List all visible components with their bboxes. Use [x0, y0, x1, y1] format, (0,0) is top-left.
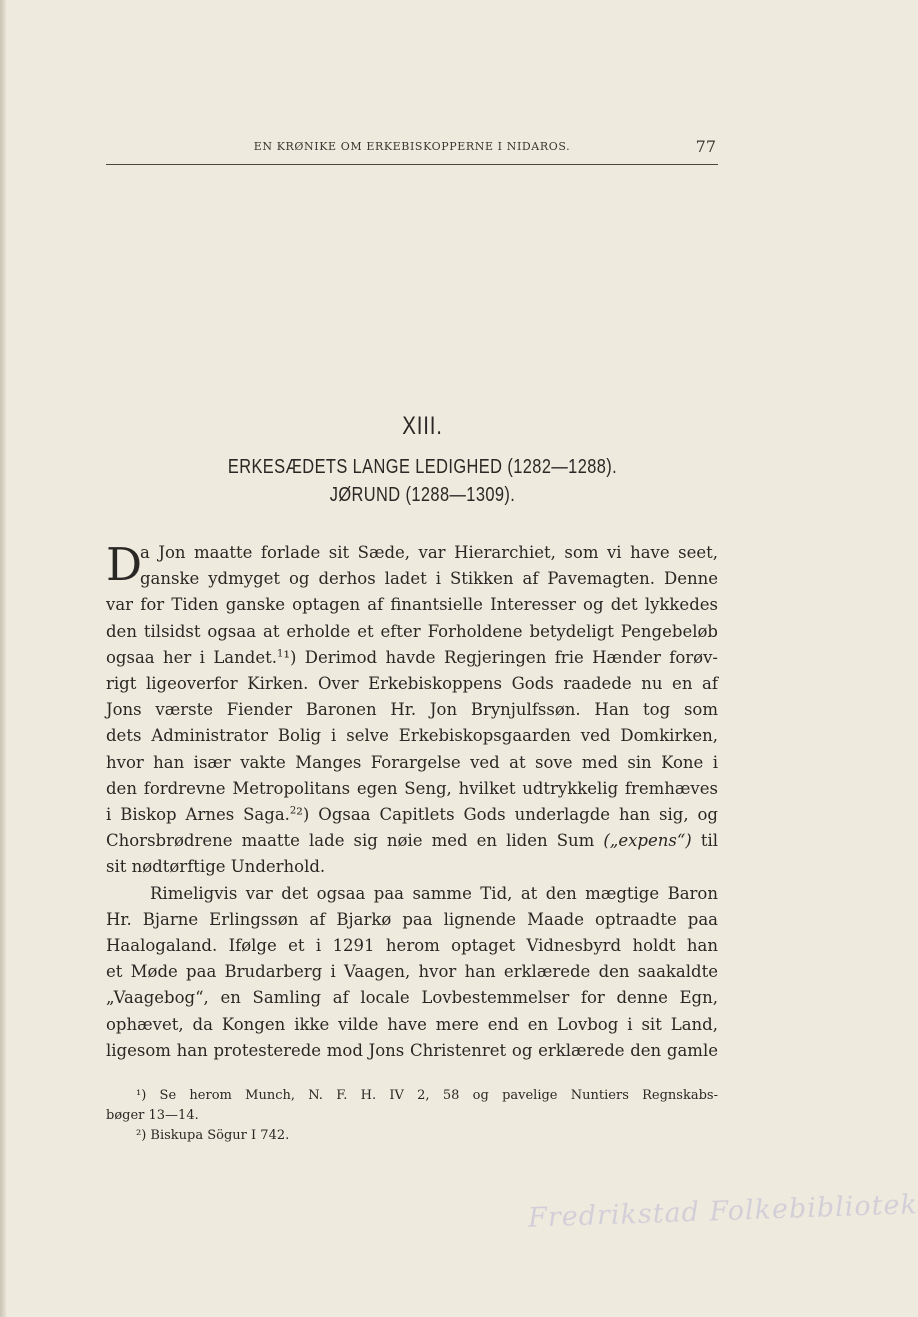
text-segment: til [700, 831, 718, 851]
text-line: „Vaagebog“, en Samling af locale Lovbestemmelser for denne Egn, [106, 988, 718, 1008]
text-line: Haalogaland. Ifølge et i 1291 herom optaget Vidnesbyrd holdt han [106, 936, 718, 956]
text-line: den tilsidst ogsaa at erholde et efter Forholdene betydeligt Pengebeløb [106, 621, 718, 641]
body-text [106, 540, 718, 1064]
text-line: Hr. Bjarne Erlingssøn af Bjarkø paa lignende Maade optraadte paa [106, 909, 718, 929]
text-line: ligesom han protesterede mod Jons Christenret og erklærede den gamle [106, 1040, 718, 1060]
text-line: sit nødtørftige Underhold. [106, 857, 326, 877]
drop-cap: D [106, 538, 143, 591]
page-number: 77 [695, 137, 716, 156]
text-line: a Jon maatte forlade sit Sæde, var Hierarchiet, som vi have seet, [140, 543, 718, 562]
library-stamp: Fredrikstad Folkebibliotek [527, 1189, 918, 1234]
footnotes [106, 1086, 718, 1146]
text-line: hvor han især vakte Manges Forargelse ved at sove med sin Kone i [106, 752, 718, 772]
footnote-2: ²) Biskupa Sögur I 742. [136, 1128, 290, 1143]
running-header [106, 134, 718, 165]
text-line [106, 828, 718, 854]
text-segment: ²) Ogsaa Capitlets Gods underlagde han sig, og [296, 805, 718, 825]
footnote-1: ¹) Se herom Munch, N. F. H. IV 2, 58 og pavelige Nuntiers Regnskabs- [136, 1088, 718, 1103]
chapter-title-line-2: JØRUND (1288—1309). [329, 484, 516, 506]
italic-term: („expens“) [603, 831, 692, 851]
text-line: ganske ydmyget og derhos ladet i Stikken af Pavemagten. Denne [140, 569, 718, 589]
text-segment: i Biskop Arnes Saga. [106, 805, 290, 825]
footnote-1-continued: bøger 13—14. [106, 1108, 199, 1123]
text-line: rigt ligeoverfor Kirken. Over Erkebiskoppens Gods raadede nu en af [106, 674, 718, 694]
text-line [106, 802, 718, 828]
text-line: ophævet, da Kongen ikke vilde have mere end en Lovbog i sit Land, [106, 1014, 718, 1034]
footnote-ref-1: 1 [276, 648, 284, 660]
text-line [106, 645, 718, 671]
text-segment: ¹) Derimod havde Regjeringen frie Hænder forøv- [283, 647, 718, 667]
page-edge-shadow [0, 0, 6, 1317]
text-line: dets Administrator Bolig i selve Erkebiskopsgaarden ved Domkirken, [106, 726, 718, 746]
running-title: EN KRØNIKE OM ERKEBISKOPPERNE I NIDAROS. [253, 140, 571, 153]
text-line: var for Tiden ganske optagen af finantsielle Interesser og det lykkedes [106, 595, 718, 615]
chapter-title-line-1: ERKESÆDETS LANGE LEDIGHED (1282—1288). [227, 456, 618, 478]
chapter-number: XIII. [402, 412, 443, 440]
text-line: Rimeligvis var det ogsaa paa samme Tid, at den mægtige Baron [150, 883, 718, 903]
text-line: et Møde paa Brudarberg i Vaagen, hvor han erklærede den saakaldte [106, 962, 718, 982]
text-segment: Chorsbrødrene maatte lade sig nøie med en liden Sum [106, 831, 595, 851]
text-segment: ogsaa her i Landet. [106, 647, 277, 667]
text-line: den fordrevne Metropolitans egen Seng, hvilket udtrykkelig fremhæves [106, 778, 718, 798]
text-line: Jons værste Fiender Baronen Hr. Jon Brynjulfssøn. Han tog som [106, 700, 718, 720]
footnote-ref-2: 2 [289, 805, 297, 817]
